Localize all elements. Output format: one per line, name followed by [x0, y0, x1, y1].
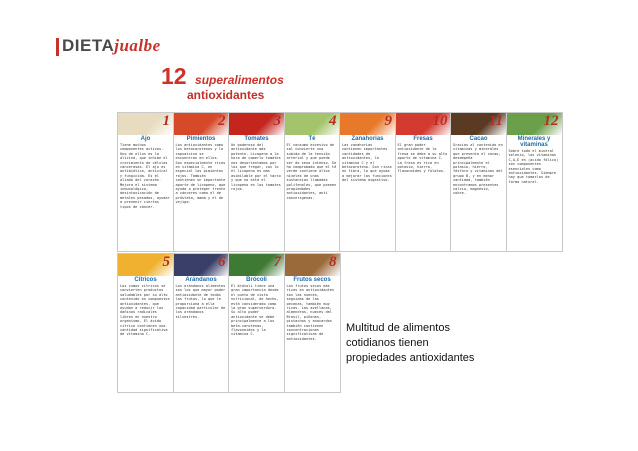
- food-image: [285, 254, 340, 276]
- food-image: [118, 254, 173, 276]
- food-description: Los frutos secos más ricos en antioxidantes son las nueces, seguidas de las pecanas, también muy ricas. Las avellanas, almendras, nueces del Brasil, piñones, pistachos y anacardos también contienen concentraciones significativas de antioxidantes.: [286, 284, 335, 341]
- food-card: [284, 253, 341, 393]
- logo-accent-bar: [56, 38, 59, 56]
- food-description: Los antioxidantes como los betacarotenos y la capsaicina se encuentran en ellos. Son especialmente ricos en vitamina C, en especial los pimientos rojos. También contienen un importante aporte de licopeno, que ayuda a proteger frente a cánceres como el de próstata, mama y el de vejiga.: [175, 143, 226, 205]
- food-card: [117, 112, 174, 252]
- food-name: Ajo: [140, 136, 151, 142]
- caption-line-3: propiedades antioxidantes: [346, 352, 475, 364]
- food-card: [284, 112, 341, 252]
- food-image: [507, 113, 562, 135]
- food-name: Brócoli: [246, 277, 267, 283]
- food-card: [339, 112, 396, 252]
- food-number: 9: [384, 113, 392, 129]
- food-name: Cítricos: [134, 277, 157, 283]
- food-name: Minerales y vitaminas: [517, 136, 551, 148]
- food-image: [229, 254, 284, 276]
- food-card: [228, 112, 285, 252]
- food-card: [173, 112, 230, 252]
- caption: [346, 321, 506, 366]
- food-name: Tomates: [244, 136, 269, 142]
- food-number: 6: [218, 254, 226, 270]
- food-image: [174, 113, 229, 135]
- food-number: 1: [162, 113, 170, 129]
- poster-title-line1: superalimentos: [195, 73, 284, 87]
- food-name: Té: [308, 136, 316, 142]
- food-number: 5: [162, 254, 170, 270]
- food-description: Los arándanos alimentos son los que mayor poder antioxidante de todas las frutas, lo que le proporciona a ella capacidad particular de los arándanos silvestres.: [175, 284, 226, 319]
- food-name: Zanahorias: [351, 136, 384, 142]
- logo-text-dieta: DIETA: [62, 36, 115, 55]
- food-name: Frutos secos: [293, 277, 331, 283]
- food-description: El brócoli tiene una gran importancia desde el punto de vista nutricional, de hecho, está considerado como la gran superverdura. Su alto poder antioxidante se debe principalmente a los beta-carotenos, flavonoides y la vitamina C.: [231, 284, 279, 337]
- food-image: [118, 113, 173, 135]
- food-number: 8: [329, 254, 337, 270]
- food-number: 10: [432, 113, 448, 129]
- food-image: [396, 113, 451, 135]
- food-name: Arándanos: [185, 277, 217, 283]
- food-card: [395, 112, 452, 252]
- food-image: [174, 254, 229, 276]
- food-number: 11: [488, 113, 503, 129]
- food-name: Fresas: [413, 136, 433, 142]
- food-number: 7: [273, 254, 281, 270]
- food-description: Sobre todo el mineral selenio, las vitaminas C,A,E en (acido fólico) son componentes esenciales como antioxidantes. Siempre hay que tomarlos de forma natural.: [508, 149, 559, 184]
- food-description: El consumo excesivo de sal convierte una subida de la tensión arterial y que puede ser de sexo intenso. Se ha comprobado que el té verde contiene altos niveles de unas sustancias llamadas polifenoles, que poseen propiedades antioxidantes, anti cancerígenas.: [286, 143, 337, 200]
- caption-line-1: Multitud de alimentos: [346, 322, 450, 334]
- site-logo: [62, 36, 161, 56]
- food-name: Pimientos: [186, 136, 216, 142]
- antioxidants-poster: [117, 57, 563, 434]
- food-description: Los zumos cítricos se convierten productos saludables por su alto contenido en compuestos antioxidantes, que ayudan a reducir los dañinos radicales libres en nuestro organismo. El ácido cítrico contienen una cantidad significativa de vitamina C.: [120, 284, 170, 337]
- food-card: [173, 253, 230, 393]
- food-card: [506, 112, 563, 252]
- food-card: [117, 253, 174, 393]
- food-description: El gran poder antioxidante de la fresa se debe a su alto aporte de vitamina C. La fresa es rica en potasio, hierro, flavonoides y folatos.: [397, 143, 448, 174]
- poster-title-line2: antioxidantes: [187, 88, 265, 102]
- logo-text-jualbe: jualbe: [114, 36, 161, 55]
- food-number: 4: [329, 113, 337, 129]
- poster-title-number: 12: [161, 63, 187, 89]
- food-name: Cacao: [469, 136, 488, 142]
- caption-line-2: cotidianos tienen: [346, 337, 429, 349]
- food-image: [229, 113, 284, 135]
- food-description: Un poderoso del antioxidante más potente. Licopeno a la hora de comerlo tomates nos desorientamos por los que fregar, con lo el licopeno es más asimilable por el tacto y que no está el licopeno en los tomates rojos.: [231, 143, 281, 192]
- food-number: 12: [543, 113, 559, 129]
- food-image: [451, 113, 506, 135]
- food-description: Las zanahorias contienen importantes cantidades de antioxidantes, la vitamina C y el betacaroteno. Son ricas en fibra, lo que ayuda a mejorar las funciones del sistema digestivo.: [342, 143, 392, 183]
- food-description: Gracias al contenido en vitaminas y minerales que presenta el cacao, desempeña principalmente el potasio, hierro, fósforo y vitaminas del grupo B, y en menor cantidad, también encontramos presentes calcio, magnesio, cobre.: [453, 143, 503, 196]
- food-number: 3: [273, 113, 281, 129]
- poster-title: [161, 63, 284, 102]
- food-image: [285, 113, 340, 135]
- food-description: Tiene muchos componentes activos. Uno de ellos es la alicina, que inhibe el crecimiento de células cancerosas. El ajo es antibiótico, antiviral y fungicida. Es el aliado del corazón. Mejora el sistema inmunológico, desintoxicación de metales pesados, ayudar a prevenir ciertos tipos de cáncer.: [120, 143, 170, 209]
- food-number: 2: [218, 113, 226, 129]
- food-card: [450, 112, 507, 252]
- food-image: [340, 113, 395, 135]
- food-card: [228, 253, 285, 393]
